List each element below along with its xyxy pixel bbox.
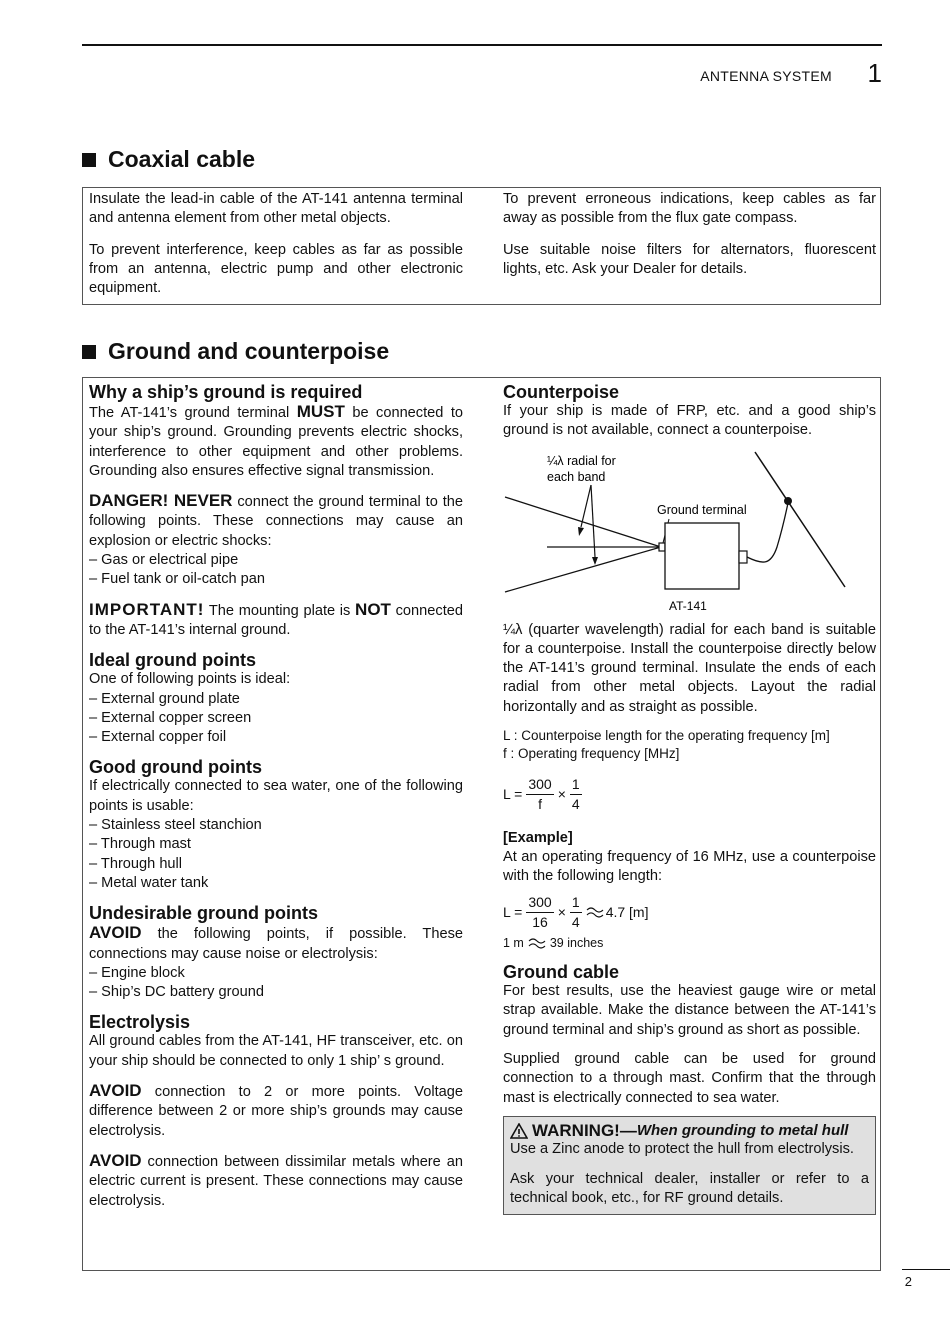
- ideal-section: [89, 670, 463, 747]
- avoid-text: connection to 2 or more points. Voltage difference between 2 or more ship’s grounds may cause electrolysis.: [89, 1084, 463, 1139]
- at141-unit-box: [665, 523, 739, 589]
- avoid-paragraph-1: [89, 1081, 463, 1141]
- antenna-lead-wire: [747, 503, 788, 562]
- label-arrows: [581, 485, 595, 557]
- avoid-lead: AVOID: [89, 1150, 142, 1170]
- approx-equal-icon: [528, 937, 546, 949]
- must-emphasis: MUST: [296, 402, 345, 421]
- formula: [503, 775, 876, 815]
- avoid-lead: AVOID: [89, 923, 142, 943]
- coax-paragraph: To prevent erroneous indications, keep cables as far away as possible from the flux gate compass.: [503, 191, 876, 227]
- heading-undesirable: Undesirable ground points: [89, 903, 319, 924]
- numerator: 1: [570, 893, 582, 913]
- important-paragraph: [89, 600, 463, 641]
- antenna-element: [755, 452, 845, 587]
- warning-box: [503, 1116, 876, 1215]
- coaxial-box: [82, 187, 881, 305]
- warning-lead: WARNING!—: [532, 1120, 637, 1140]
- conversion-lhs: 1 m: [503, 936, 524, 951]
- chapter-title: ANTENNA SYSTEM: [700, 68, 832, 84]
- arrow-head-icon: [578, 527, 584, 536]
- example-heading: [Example]: [503, 829, 573, 846]
- list-item: – External copper foil: [89, 729, 227, 746]
- list-item: – External copper screen: [89, 709, 252, 726]
- numerator: 300: [526, 775, 553, 795]
- list-item: – Through mast: [89, 836, 191, 853]
- danger-lead: DANGER! NEVER: [89, 491, 233, 511]
- coaxial-left-column: [89, 190, 463, 310]
- good-intro: If electrically connected to sea water, one of the following points is usable:: [89, 778, 463, 814]
- radial-label-2: each band: [547, 469, 606, 484]
- formula-lhs: L =: [503, 903, 523, 920]
- heading-electrolysis: Electrolysis: [89, 1012, 191, 1033]
- heading-good: Good ground points: [89, 757, 262, 778]
- coax-paragraph: Use suitable noise filters for alternators, fluorescent lights, etc. Ask your Dealer for details.: [503, 241, 876, 277]
- square-bullet-icon: [82, 345, 96, 359]
- approx-equal-icon: [586, 906, 604, 918]
- page-number-rule: [902, 1269, 950, 1270]
- coax-paragraph: Insulate the lead-in cable of the AT-141 antenna terminal and antenna element from other metal objects.: [89, 191, 463, 227]
- list-item: – Gas or electrical pipe: [89, 552, 239, 569]
- formula-lhs: L =: [503, 786, 523, 803]
- good-section: [89, 777, 463, 893]
- ideal-intro: One of following points is ideal:: [89, 671, 291, 688]
- undesirable-text: the following points, if possible. These connections may cause noise or electrolysis:: [89, 926, 463, 962]
- ideal-list: [89, 690, 463, 748]
- heading-why-ground: Why a ship’s ground is required: [89, 382, 363, 402]
- fraction: [570, 775, 582, 815]
- danger-paragraph: [89, 491, 463, 589]
- radial-label-1: ¼λ radial for: [547, 453, 616, 468]
- warning-header: [510, 1121, 869, 1140]
- list-item: – Metal water tank: [89, 874, 209, 891]
- chapter-number: 1: [867, 58, 882, 88]
- denominator: 4: [571, 913, 580, 930]
- times-sign: ×: [557, 786, 566, 803]
- important-text-b: connected to the AT-141’s internal ground.: [89, 602, 463, 638]
- avoid-text: connection between dissimilar metals where an electric current is present. These connections may cause electrolysis.: [89, 1153, 463, 1209]
- ground-terminal-icon: [659, 543, 665, 551]
- radial-wires: [505, 497, 661, 592]
- denominator: 4: [571, 796, 580, 813]
- counterpoise-desc: ¼λ (quarter wavelength) radial for each band is suitable for a counterpoise. Install the counterpoise directly below the AT-141’s ground terminal. Insulate the ends of each radial from other metal objects. Layout the radial horizontally and as straight as possible.: [503, 621, 876, 715]
- heading-ground-cable: Ground cable: [503, 962, 620, 983]
- counterpoise-diagram: [503, 447, 876, 619]
- antenna-feedpoint-icon: [784, 497, 792, 505]
- electrolysis-text: All ground cables from the AT-141, HF transceiver, etc. on your ship should be connected to only 1 ship’ s ground.: [89, 1033, 463, 1069]
- why-paragraph: [89, 402, 463, 481]
- formula-result: 4.7 [m]: [605, 903, 649, 920]
- section-title-text: Ground and counterpoise: [108, 338, 390, 364]
- important-lead: IMPORTANT!: [89, 599, 205, 619]
- denominator: f: [538, 796, 542, 813]
- avoid-paragraph-2: [89, 1151, 463, 1211]
- page-number: 2: [904, 1274, 912, 1289]
- conversion-rhs: 39 inches: [549, 936, 604, 951]
- coax-paragraph: To prevent interference, keep cables as far as possible from an antenna, electric pump and other electronic equipment.: [89, 241, 463, 297]
- danger-list: [89, 551, 463, 590]
- unit-label: AT-141: [669, 598, 707, 613]
- ground-terminal-label: Ground terminal: [657, 502, 747, 517]
- list-item: – Engine block: [89, 964, 185, 981]
- conversion: [503, 934, 876, 952]
- why-text-b: be connected to your ship’s ground. Grounding prevents electric shocks, interference to other equipment and other problems. Grounding also ensures effective signal transmission.: [89, 405, 463, 479]
- list-item: – Through hull: [89, 855, 183, 872]
- arrow-head-icon: [592, 557, 598, 565]
- warning-triangle-icon: [510, 1123, 528, 1139]
- heading-counterpoise: Counterpoise: [503, 382, 620, 402]
- counterpoise-text: If your ship is made of FRP, etc. and a good ship’s ground is not available, connect a counterpoise.: [503, 403, 876, 439]
- times-sign: ×: [557, 903, 566, 920]
- warning-sub: When grounding to metal hull: [636, 1121, 849, 1139]
- list-item: – External ground plate: [89, 690, 240, 707]
- connector-icon: [739, 551, 747, 563]
- fraction: [570, 893, 582, 933]
- important-text-a: The mounting plate is: [204, 602, 356, 619]
- section-title-text: Coaxial cable: [108, 146, 256, 172]
- heading-ideal: Ideal ground points: [89, 650, 256, 671]
- list-item: – Ship’s DC battery ground: [89, 984, 264, 1001]
- section-title-coaxial: [82, 146, 255, 173]
- ground-left-column: [89, 382, 463, 1221]
- definition-f: f : Operating frequency [MHz]: [503, 746, 680, 762]
- example-text: At an operating frequency of 16 MHz, use a counterpoise with the following length:: [503, 848, 876, 885]
- top-rule: [82, 44, 882, 46]
- example-formula: [503, 893, 876, 933]
- not-emphasis: NOT: [355, 599, 391, 619]
- fraction: [526, 893, 553, 933]
- section-title-ground: [82, 338, 389, 365]
- why-text-a: The AT-141’s ground terminal: [89, 405, 297, 421]
- cable-paragraph-1: For best results, use the heaviest gauge wire or metal strap available. Make the distance between the AT-141’s ground terminal and ship’s ground as short as possible.: [503, 983, 876, 1038]
- ground-right-column: [503, 382, 876, 1215]
- warning-paragraph-2: Ask your technical dealer, installer or refer to a technical book, etc., for RF ground details.: [510, 1170, 869, 1206]
- numerator: 300: [526, 893, 553, 913]
- square-bullet-icon: [82, 153, 96, 167]
- danger-text: connect the ground terminal to the following points. These connections may cause an explosion or electric shocks:: [89, 494, 463, 549]
- coaxial-right-column: [503, 190, 876, 291]
- warning-paragraph-1: Use a Zinc anode to protect the hull from electrolysis.: [510, 1141, 854, 1158]
- good-list: [89, 816, 463, 893]
- list-item: – Fuel tank or oil-catch pan: [89, 571, 266, 588]
- undesirable-section: [89, 923, 463, 1002]
- list-item: – Stainless steel stanchion: [89, 817, 262, 834]
- fraction: [526, 775, 553, 815]
- numerator: 1: [570, 775, 582, 795]
- ground-box: [82, 377, 881, 1271]
- cable-paragraph-2: Supplied ground cable can be used for ground connection to a through mast. Confirm that the through mast is electrically connected to sea water.: [503, 1051, 876, 1106]
- undesirable-list: [89, 964, 463, 1003]
- avoid-lead: AVOID: [89, 1081, 142, 1101]
- definition-l: L : Counterpoise length for the operating frequency [m]: [503, 728, 830, 744]
- denominator: 16: [532, 913, 548, 930]
